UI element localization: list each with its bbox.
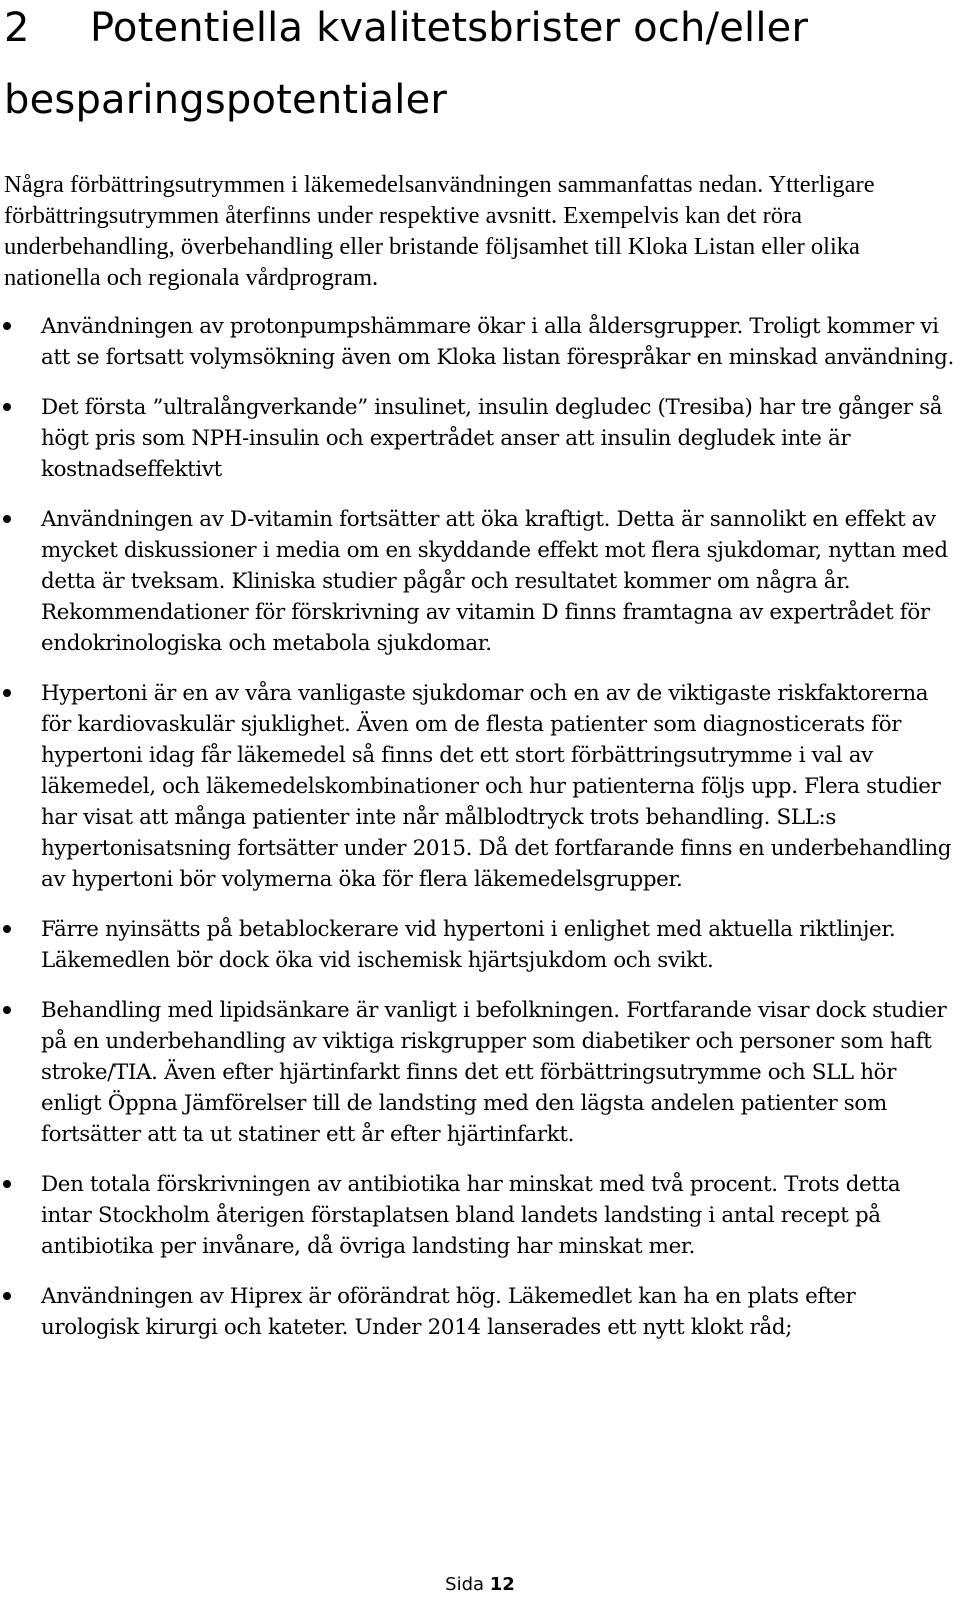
bullet-icon	[3, 689, 11, 697]
list-item-text: Behandling med lipidsänkare är vanligt i befolkningen. Fortfarande visar dock studier på en underbehandling av viktiga riskgrupper som diabetiker och personer som haft stroke/TIA. Även efter hjärtinfarkt finns det ett förbättringsutrymme och SLL hör enligt Öppna Jämförelser till de landsting med den lägsta andelen patienter som fortsätter att ta ut statiner ett år efter hjärtinfarkt.	[41, 998, 947, 1147]
list-item	[0, 678, 956, 895]
list-item	[0, 914, 956, 976]
page-number: 12	[489, 1574, 515, 1595]
list-item	[0, 1169, 956, 1262]
list-item	[0, 995, 956, 1150]
list-item-text: Användningen av protonpumpshämmare ökar i alla åldersgrupper. Troligt kommer vi att se fortsatt volymsökning även om Kloka listan förespråkar en minskad användning.	[41, 314, 954, 370]
bullet-icon	[3, 1292, 11, 1300]
list-item-text: Den totala förskrivningen av antibiotika har minskat med två procent. Trots detta intar Stockholm återigen förstaplatsen bland landets landsting i antal recept på antibiotika per invånare, då övriga landsting har minskat mer.	[41, 1172, 901, 1259]
section-title: Potentiella kvalitetsbrister och/eller besparingspotentialer	[4, 5, 809, 123]
section-number: 2	[4, 5, 30, 51]
bullet-icon	[3, 1180, 11, 1188]
list-item	[0, 504, 956, 659]
list-item	[0, 311, 956, 373]
bullet-icon	[3, 322, 11, 330]
bullet-icon	[3, 403, 11, 411]
list-item-text: Användningen av D-vitamin fortsätter att öka kraftigt. Detta är sannolikt en effekt av mycket diskussioner i media om en skyddande effekt mot flera sjukdomar, nyttan med detta är tveksam. Kliniska studier pågår och resultatet kommer om några år. Rekommendationer för förskrivning av vitamin D finns framtagna av expertrådet för endokrinologiska och metabola sjukdomar.	[41, 507, 948, 656]
page-footer	[0, 1573, 960, 1597]
list-item-text: Hypertoni är en av våra vanligaste sjukdomar och en av de viktigaste riskfaktorerna för kardiovaskulär sjuklighet. Även om de flesta patienter som diagnosticerats för hypertoni idag får läkemedel så finns det ett stort förbättringsutrymme i val av läkemedel, och läkemedelskombinationer och hur patienterna följs upp. Flera studier har visat att många patienter inte når målblodtryck trots behandling. SLL:s hypertonisatsning fortsätter under 2015. Då det fortfarande finns en underbehandling av hypertoni bör volymerna öka för flera läkemedelsgrupper.	[41, 681, 952, 892]
page-label: Sida	[445, 1574, 485, 1595]
list-item-text: Det första ”ultralångverkande” insulinet, insulin degludec (Tresiba) har tre gånger så högt pris som NPH-insulin och expertrådet anser att insulin degludek inte är kostnadseffektivt	[41, 395, 943, 482]
intro-paragraph: Några förbättringsutrymmen i läkemedelsanvändningen sammanfattas nedan. Ytterligare förbättringsutrymmen återfinns under respektive avsnitt. Exempelvis kan det röra underbehandling, överbehandling eller bristande följsamhet till Kloka Listan eller olika nationella och regionala vårdprogram.	[4, 171, 875, 291]
list-item-text: Färre nyinsätts på betablockerare vid hypertoni i enlighet med aktuella riktlinjer. Läkemedlen bör dock öka vid ischemisk hjärtsjukdom och svikt.	[41, 917, 896, 973]
list-item	[0, 392, 956, 485]
list-item-text: Användningen av Hiprex är oförändrat hög. Läkemedlet kan ha en plats efter urologisk kirurgi och kateter. Under 2014 lanserades ett nytt klokt råd;	[41, 1284, 856, 1340]
bullet-icon	[3, 515, 11, 523]
list-item	[0, 1281, 956, 1343]
bullet-icon	[3, 925, 11, 933]
section-heading	[4, 0, 954, 136]
bullet-list	[0, 311, 960, 1362]
bullet-icon	[3, 1006, 11, 1014]
